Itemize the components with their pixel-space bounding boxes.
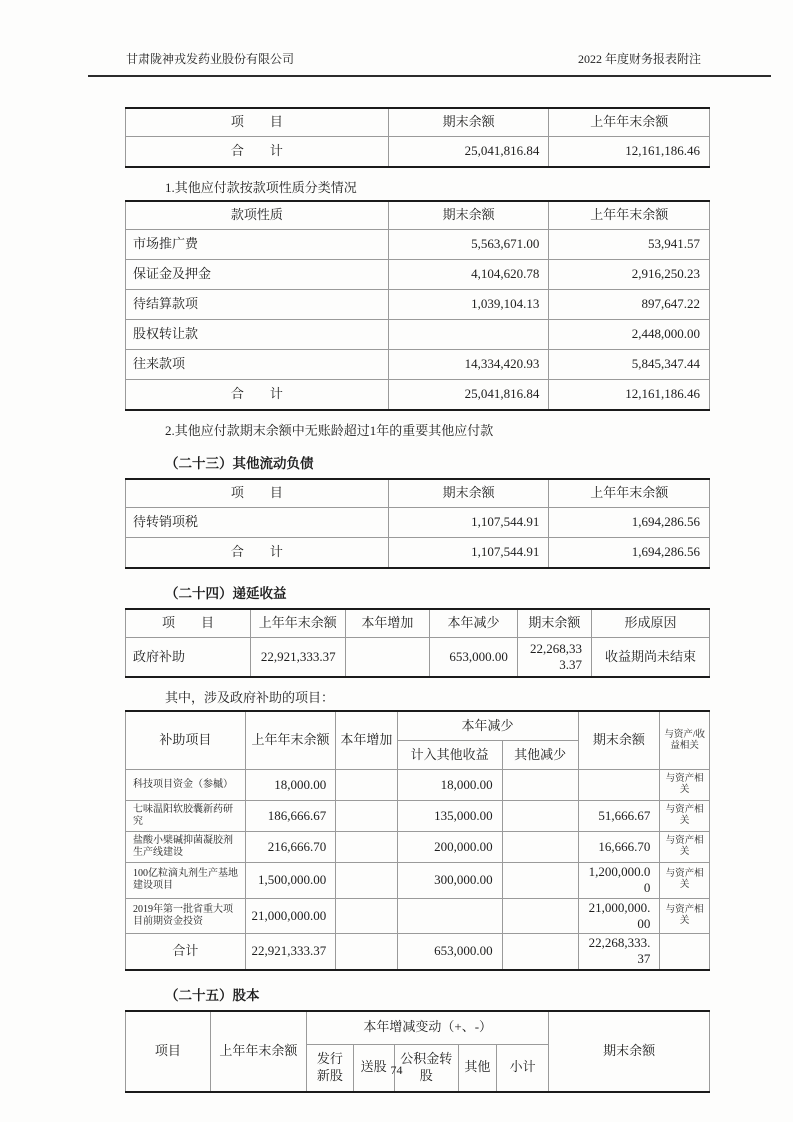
th-closing-balance: 期末余额 — [578, 711, 660, 770]
td-closing-balance: 5,563,671.00 — [388, 230, 549, 260]
td-prior-year-balance: 53,941.57 — [549, 230, 710, 260]
th-closing-balance: 期末余额 — [517, 609, 591, 638]
th-prior-year-balance: 上年年末余额 — [549, 201, 710, 230]
table-row — [126, 863, 710, 899]
other-current-liabilities-table — [125, 478, 710, 569]
td-nature: 往来款项 — [126, 350, 389, 380]
td-opening-balance: 1,500,000.00 — [245, 863, 336, 899]
td-closing-balance: 25,041,816.84 — [388, 380, 549, 411]
th-opening-balance: 上年年末余额 — [245, 711, 336, 770]
payables-by-nature-table — [125, 200, 710, 411]
td-nature: 股权转让款 — [126, 320, 389, 350]
table-header-row — [126, 479, 710, 508]
td-prior-year-balance: 2,448,000.00 — [549, 320, 710, 350]
th-change-group: 本年增减变动（+、-） — [307, 1011, 549, 1045]
td-closing-balance: 1,200,000.00 — [578, 863, 660, 899]
td-asset-income-related: 与资产相关 — [660, 801, 710, 832]
table-row — [126, 832, 710, 863]
td-to-other-income: 200,000.00 — [397, 832, 502, 863]
td-increase — [336, 863, 397, 899]
td-prior-year-balance: 897,647.22 — [549, 290, 710, 320]
table-total-row — [126, 934, 710, 970]
th-item: 项 目 — [126, 108, 389, 137]
th-increase: 本年增加 — [345, 609, 430, 638]
table-row — [126, 898, 710, 934]
td-item: 待转销项税 — [126, 508, 389, 538]
share-capital-table — [125, 1010, 710, 1093]
th-new-shares: 发行新股 — [307, 1044, 354, 1092]
td-other-decrease — [502, 863, 578, 899]
td-increase — [336, 934, 397, 970]
td-total-label: 合 计 — [126, 137, 389, 168]
td-to-other-income: 300,000.00 — [397, 863, 502, 899]
deferred-income-table — [125, 608, 710, 678]
page-header — [0, 0, 793, 75]
table-row — [126, 137, 710, 168]
td-prior-year-balance: 1,694,286.56 — [549, 508, 710, 538]
table-row — [126, 320, 710, 350]
table-row — [126, 801, 710, 832]
table-total-row — [126, 538, 710, 569]
td-opening-balance: 21,000,000.00 — [245, 898, 336, 934]
td-opening-balance: 216,666.70 — [245, 832, 336, 863]
th-bonus-shares: 送股 — [353, 1044, 394, 1092]
td-prior-year-balance: 2,916,250.23 — [549, 260, 710, 290]
td-reason: 收益期尚未结束 — [591, 638, 709, 678]
th-item: 项 目 — [126, 479, 389, 508]
td-total-label: 合计 — [126, 934, 246, 970]
td-total-label: 合 计 — [126, 538, 389, 569]
td-closing-balance — [578, 770, 660, 801]
th-to-other-income: 计入其他收益 — [397, 741, 502, 770]
td-decrease: 653,000.00 — [430, 638, 518, 678]
td-prior-year-balance: 12,161,186.46 — [549, 380, 710, 411]
table-header-row — [126, 711, 710, 741]
th-reserve-to-shares: 公积金转股 — [394, 1044, 458, 1092]
th-opening-balance: 上年年末余额 — [250, 609, 345, 638]
th-nature: 款项性质 — [126, 201, 389, 230]
th-other-decrease: 其他减少 — [502, 741, 578, 770]
page-number: 74 — [390, 1063, 403, 1077]
td-other-decrease — [502, 801, 578, 832]
td-grant-item: 七味温阳软胶囊新药研究 — [126, 801, 246, 832]
table-header-row — [126, 609, 710, 638]
th-closing-balance: 期末余额 — [388, 479, 549, 508]
td-nature: 市场推广费 — [126, 230, 389, 260]
td-asset-income-related: 与资产相关 — [660, 898, 710, 934]
td-grant-item: 盐酸小檗碱抑菌凝胶剂生产线建设 — [126, 832, 246, 863]
td-closing-balance: 51,666.67 — [578, 801, 660, 832]
note-payables-by-nature: 1.其他应付款按款项性质分类情况 — [165, 180, 357, 195]
td-to-other-income: 18,000.00 — [397, 770, 502, 801]
th-reason: 形成原因 — [591, 609, 709, 638]
page-content — [0, 77, 793, 1093]
td-grant-item: 2019年第一批省重大项目前期资金投资 — [126, 898, 246, 934]
td-opening-balance: 186,666.67 — [245, 801, 336, 832]
td-closing-balance: 22,268,333.37 — [578, 934, 660, 970]
td-grant-item: 100亿粒滴丸剂生产基地建设项目 — [126, 863, 246, 899]
note-government-grants: 其中，涉及政府补助的项目： — [165, 690, 335, 705]
td-asset-income-related — [660, 934, 710, 970]
other-payables-total-table — [125, 107, 710, 168]
td-prior-year-balance: 5,845,347.44 — [549, 350, 710, 380]
td-asset-income-related: 与资产相关 — [660, 832, 710, 863]
section-24-heading: （二十四）递延收益 — [165, 586, 287, 601]
th-increase: 本年增加 — [336, 711, 397, 770]
td-closing-balance: 16,666.70 — [578, 832, 660, 863]
td-to-other-income — [397, 898, 502, 934]
td-closing-balance: 1,107,544.91 — [388, 538, 549, 569]
td-closing-balance — [388, 320, 549, 350]
td-other-decrease — [502, 832, 578, 863]
table-total-row — [126, 380, 710, 411]
td-increase — [336, 832, 397, 863]
td-increase — [336, 770, 397, 801]
td-nature: 待结算款项 — [126, 290, 389, 320]
td-closing-balance: 22,268,333.37 — [517, 638, 591, 678]
th-other: 其他 — [458, 1044, 496, 1092]
td-other-decrease — [502, 898, 578, 934]
td-total-label: 合 计 — [126, 380, 389, 411]
th-closing-balance: 期末余额 — [549, 1011, 710, 1092]
th-asset-income-related: 与资产/收益相关 — [660, 711, 710, 770]
td-increase — [336, 898, 397, 934]
td-closing-balance: 14,334,420.93 — [388, 350, 549, 380]
table-row — [126, 290, 710, 320]
th-prior-year-balance: 上年年末余额 — [549, 479, 710, 508]
company-name: 甘肃陇神戎发药业股份有限公司 — [126, 52, 295, 66]
td-closing-balance: 1,107,544.91 — [388, 508, 549, 538]
th-opening-balance: 上年年末余额 — [210, 1011, 306, 1092]
table-row — [126, 230, 710, 260]
td-other-decrease — [502, 770, 578, 801]
table-row — [126, 638, 710, 678]
td-opening-balance: 22,921,333.37 — [250, 638, 345, 678]
government-grant-detail-table — [125, 710, 710, 971]
td-prior-year-balance: 1,694,286.56 — [549, 538, 710, 569]
td-opening-balance: 22,921,333.37 — [245, 934, 336, 970]
th-decrease: 本年减少 — [430, 609, 518, 638]
table-header-row — [126, 1011, 710, 1045]
td-prior-year-balance: 12,161,186.46 — [549, 137, 710, 168]
note-aged-payables: 2.其他应付款期末余额中无账龄超过1年的重要其他应付款 — [165, 423, 494, 438]
table-row — [126, 508, 710, 538]
td-closing-balance: 1,039,104.13 — [388, 290, 549, 320]
table-header-row — [126, 201, 710, 230]
th-item: 项 目 — [126, 609, 251, 638]
th-decrease-group: 本年减少 — [397, 711, 578, 741]
table-row — [126, 260, 710, 290]
td-to-other-income: 135,000.00 — [397, 801, 502, 832]
table-row — [126, 350, 710, 380]
report-title: 2022 年度财务报表附注 — [577, 52, 701, 66]
th-item: 项目 — [126, 1011, 211, 1092]
td-increase — [336, 801, 397, 832]
th-grant-item: 补助项目 — [126, 711, 246, 770]
td-other-decrease — [502, 934, 578, 970]
td-asset-income-related: 与资产相关 — [660, 770, 710, 801]
td-increase — [345, 638, 430, 678]
table-row — [126, 770, 710, 801]
td-to-other-income: 653,000.00 — [397, 934, 502, 970]
th-closing-balance: 期末余额 — [388, 108, 549, 137]
td-asset-income-related: 与资产相关 — [660, 863, 710, 899]
td-closing-balance: 25,041,816.84 — [388, 137, 549, 168]
td-nature: 保证金及押金 — [126, 260, 389, 290]
th-closing-balance: 期末余额 — [388, 201, 549, 230]
section-25-heading: （二十五）股本 — [165, 987, 260, 1003]
td-grant-item: 科技项目资金（参槭） — [126, 770, 246, 801]
table-header-row — [126, 108, 710, 137]
th-subtotal: 小计 — [496, 1044, 549, 1092]
th-prior-year-balance: 上年年末余额 — [549, 108, 710, 137]
td-closing-balance: 21,000,000.00 — [578, 898, 660, 934]
td-item: 政府补助 — [126, 638, 251, 678]
td-opening-balance: 18,000.00 — [245, 770, 336, 801]
section-23-heading: （二十三）其他流动负债 — [165, 456, 314, 471]
td-closing-balance: 4,104,620.78 — [388, 260, 549, 290]
